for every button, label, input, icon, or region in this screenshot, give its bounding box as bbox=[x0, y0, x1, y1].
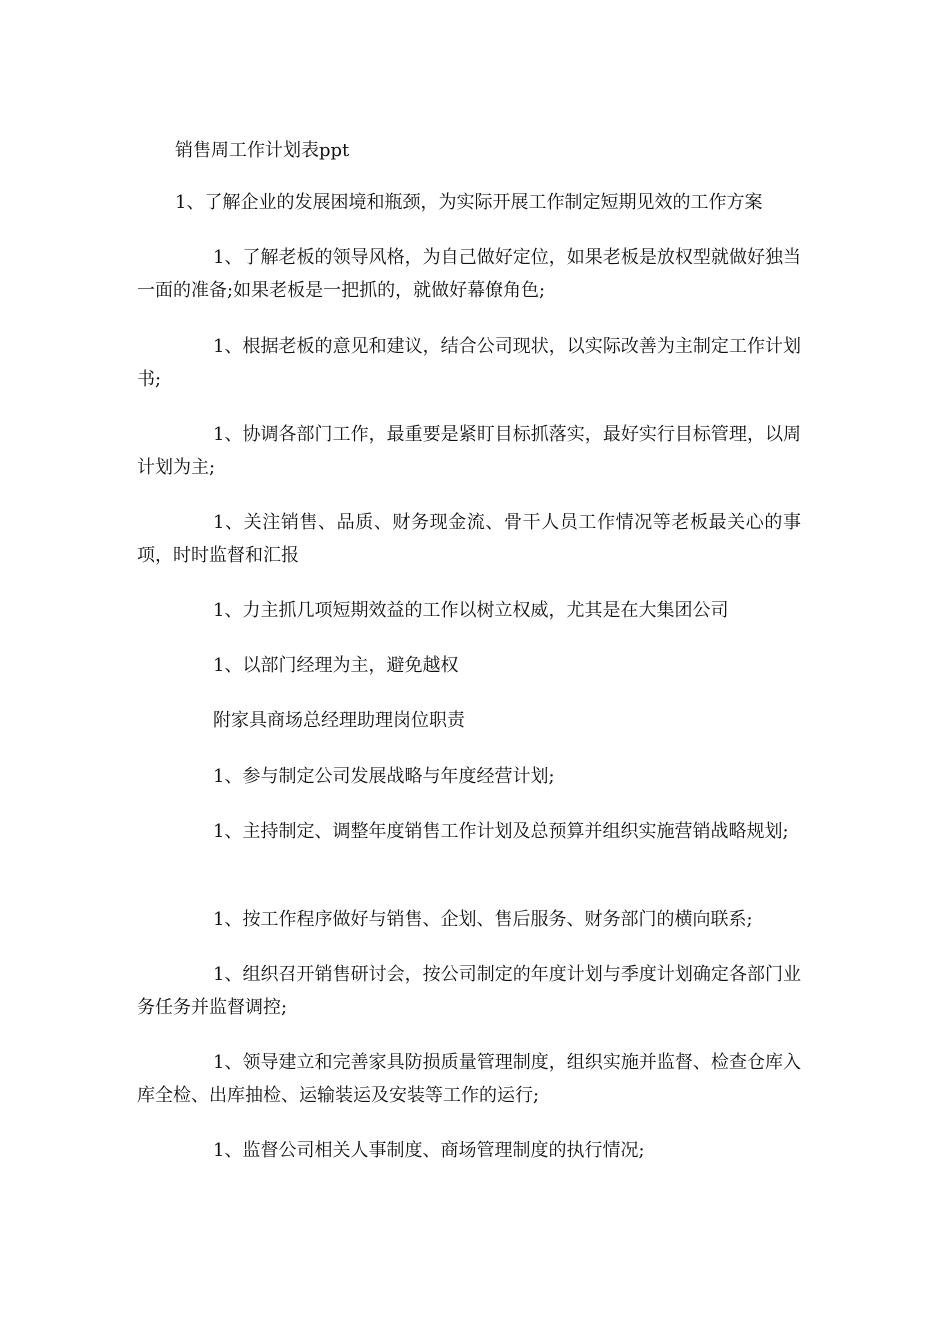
list-item: 1、了解老板的领导风格，为自己做好定位，如果老板是放权型就做好独当一面的准备;如果老板是一把抓的，就做好幕僚角色; bbox=[137, 247, 801, 301]
document-title: 销售周工作计划表ppt bbox=[175, 140, 350, 161]
list-item: 1、主持制定、调整年度销售工作计划及总预算并组织实施营销战略规划; bbox=[213, 821, 789, 842]
section-title: 附家具商场总经理助理岗位职责 bbox=[213, 710, 465, 731]
list-item: 1、按工作程序做好与销售、企划、售后服务、财务部门的横向联系; bbox=[213, 909, 753, 930]
list-item: 1、参与制定公司发展战略与年度经营计划; bbox=[213, 766, 555, 787]
list-item: 1、组织召开销售研讨会，按公司制定的年度计划与季度计划确定各部门业务任务并监督调控; bbox=[137, 964, 801, 1018]
list-item: 1、以部门经理为主，避免越权 bbox=[213, 655, 459, 676]
list-item: 1、力主抓几项短期效益的工作以树立权威，尤其是在大集团公司 bbox=[213, 600, 729, 621]
list-item: 1、关注销售、品质、财务现金流、骨干人员工作情况等老板最关心的事项，时时监督和汇报 bbox=[137, 512, 801, 566]
list-item: 1、根据老板的意见和建议，结合公司现状，以实际改善为主制定工作计划书; bbox=[137, 336, 801, 390]
list-item: 1、领导建立和完善家具防损质量管理制度，组织实施并监督、检查仓库入库全检、出库抽检、运输装运及安装等工作的运行; bbox=[137, 1052, 801, 1106]
heading-item: 1、了解企业的发展困境和瓶颈，为实际开展工作制定短期见效的工作方案 bbox=[175, 192, 763, 213]
list-item: 1、协调各部门工作，最重要是紧盯目标抓落实，最好实行目标管理，以周计划为主; bbox=[137, 424, 801, 478]
list-item: 1、监督公司相关人事制度、商场管理制度的执行情况; bbox=[213, 1140, 645, 1161]
